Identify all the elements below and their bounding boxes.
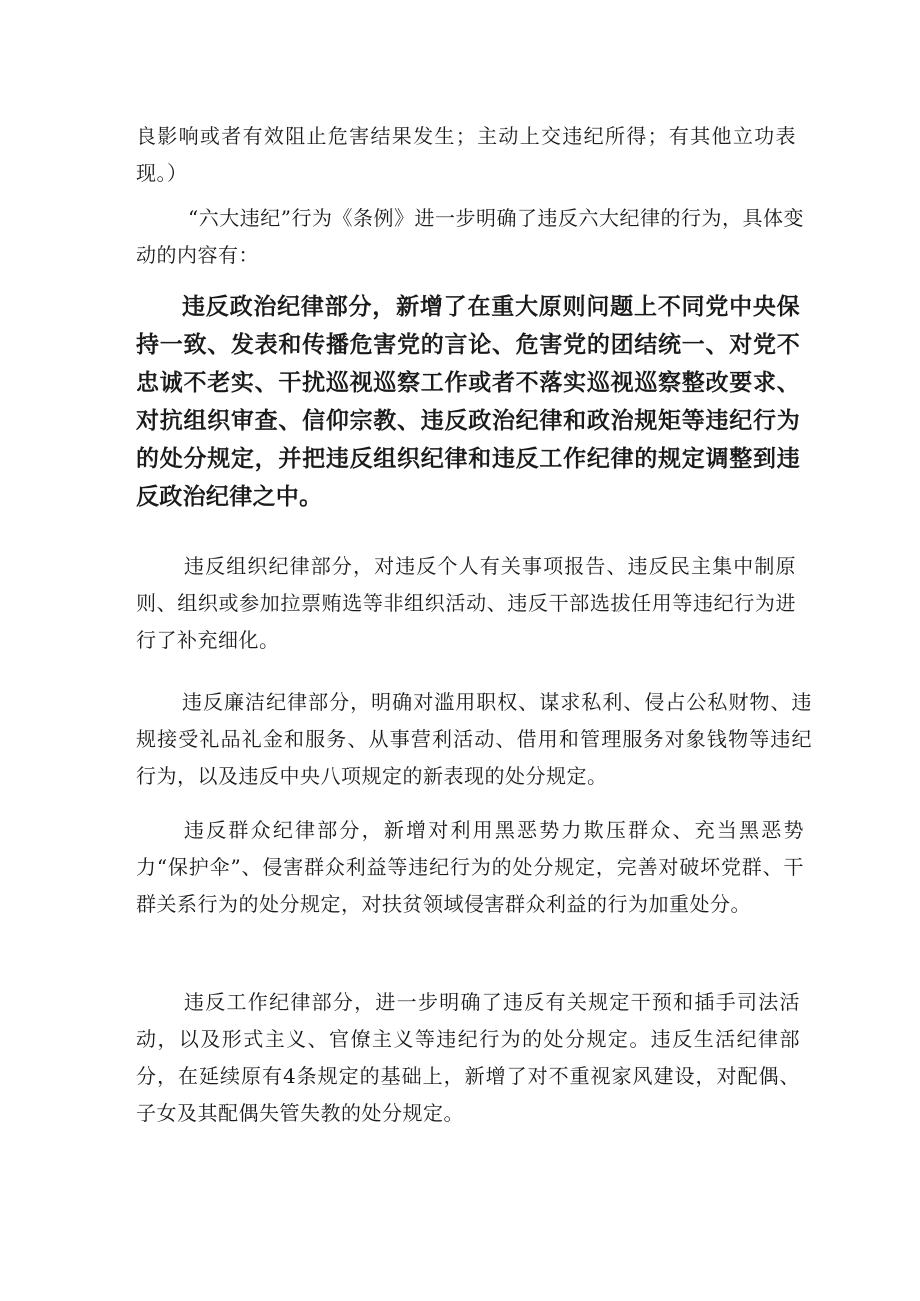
paragraph-organizational-discipline: 违反组织纪律部分，对违反个人有关事项报告、违反民主集中制原则、组织或参加拉票贿选等非组织活动、违反干部选拔任用等违纪行为进行了补充细化。 [136, 554, 796, 652]
paragraph-six-violations-intro: “六大违纪”行为《条例》进一步明确了违反六大纪律的行为，具体变动的内容有： [136, 206, 804, 267]
paragraph-political-discipline: 违反政治纪律部分，新增了在重大原则问题上不同党中央保持一致、发表和传播危害党的言论、危害党的团结统一、对党不忠诚不老实、干扰巡视巡察工作或者不落实巡视巡察整改要求、对抗组织审查、信仰宗教、违反政治纪律和政治规矩等违纪行为的处分规定，并把违反组织纪律和违反工作纪律的规定调整到违反政治纪律之中。 [136, 294, 800, 510]
paragraph-mass-discipline: 违反群众纪律部分，新增对利用黑恶势力欺压群众、充当黑恶势力“保护伞”、侵害群众利益等违纪行为的处分规定，完善对破坏党群、干群关系行为的处分规定，对扶贫领域侵害群众利益的行为加重处分。 [136, 818, 804, 916]
paragraph-integrity-discipline: 违反廉洁纪律部分，明确对滥用职权、谋求私利、侵占公私财物、违规接受礼品礼金和服务、从事营利活动、借用和管理服务对象钱物等违纪行为，以及违反中央八项规定的新表现的处分规定。 [136, 690, 812, 788]
paragraph-work-life-discipline: 违反工作纪律部分，进一步明确了违反有关规定干预和插手司法活动，以及形式主义、官僚主义等违纪行为的处分规定。违反生活纪律部分，在延续原有4条规定的基础上，新增了对不重视家风建设，对配偶、子女及其配偶失管失教的处分规定。 [136, 990, 800, 1125]
paragraph-continuation: 良影响或者有效阻止危害结果发生；主动上交违纪所得；有其他立功表现。） [136, 124, 796, 185]
